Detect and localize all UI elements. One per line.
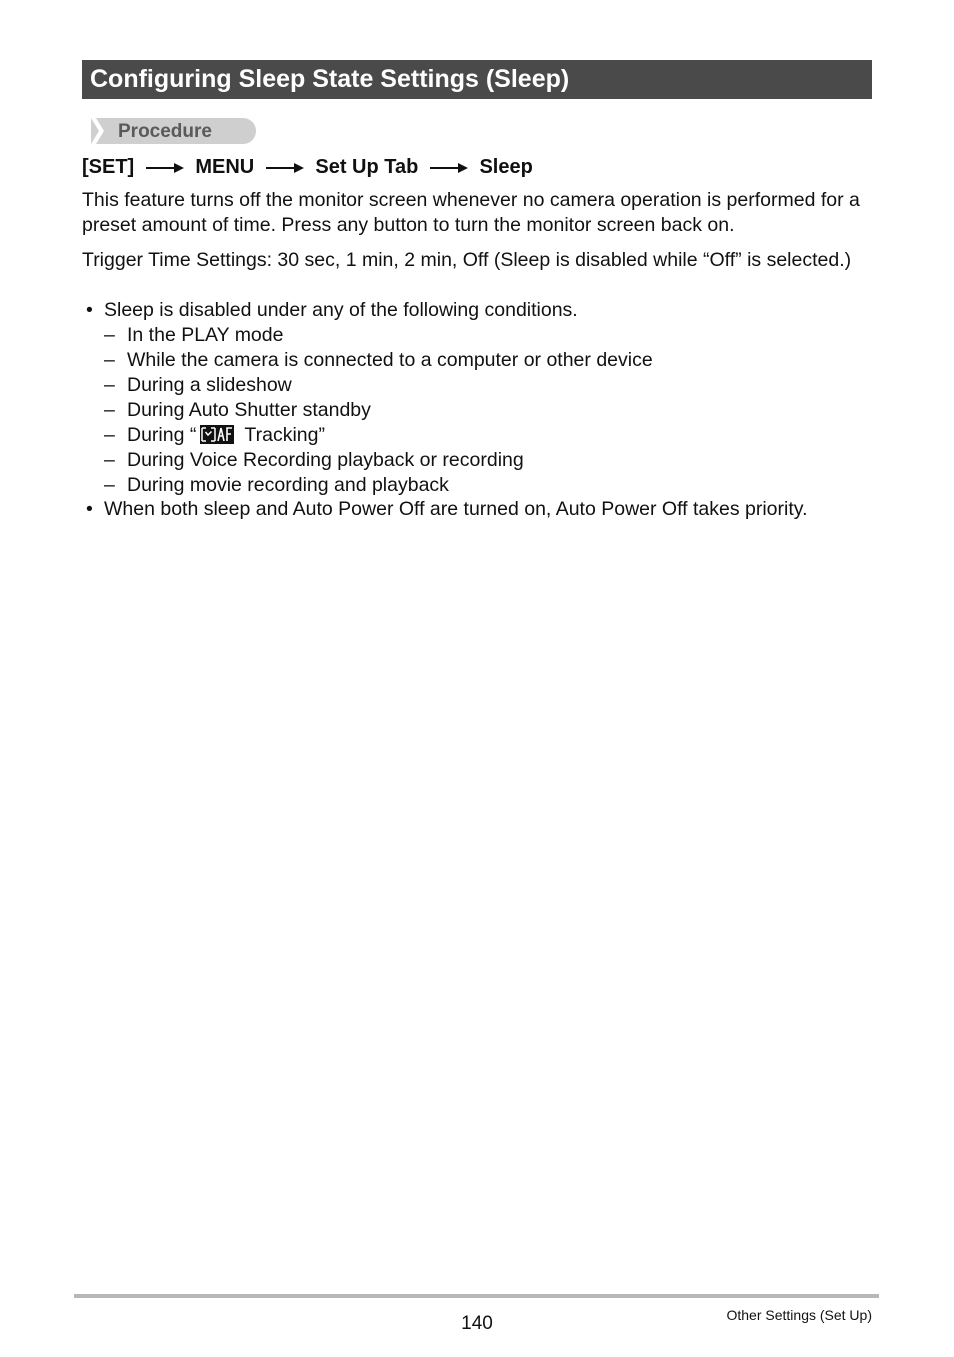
page-number: 140 [461,1313,493,1334]
tracking-af-icon [200,425,234,444]
bullet-icon: • [86,498,93,520]
list-item: – During Voice Recording playback or recording [104,449,524,471]
condition-text: During “ [127,424,197,446]
description-paragraph: This feature turns off the monitor screen whenever no camera operation is performed for a preset amount of time. Press any button to turn the monitor screen back on. [82,189,860,236]
bullet-text: Sleep is disabled under any of the following conditions. [104,299,578,321]
right-arrow-icon [142,162,188,174]
list-item: – In the PLAY mode [104,324,284,346]
bullet-text: When both sleep and Auto Power Off are turned on, Auto Power Off takes priority. [104,498,808,520]
path-step-sleep: Sleep [479,156,533,178]
condition-text: While the camera is connected to a computer or other device [127,349,653,371]
condition-text: In the PLAY mode [127,324,284,346]
priority-list [82,497,882,522]
list-item: – During Auto Shutter standby [104,399,371,421]
procedure-label: Procedure [118,121,212,142]
menu-path [82,153,533,181]
right-arrow-icon [426,162,472,174]
chevron-icon [83,118,111,144]
conditions-list [82,298,882,498]
list-item [82,497,882,522]
path-step-menu: MENU [195,156,255,178]
condition-text: During movie recording and playback [127,474,449,496]
bullet-icon: • [86,299,93,321]
path-step-set: [SET] [82,156,135,178]
list-item: – During a slideshow [104,374,292,396]
section-title: Configuring Sleep State Settings (Sleep) [82,60,872,99]
trigger-time-paragraph: Trigger Time Settings: 30 sec, 1 min, 2 min, Off (Sleep is disabled while “Off” is selected.) [82,249,852,271]
condition-text: Tracking” [239,424,325,446]
path-step-setup-tab: Set Up Tab [315,156,419,178]
condition-text: During Voice Recording playback or recording [127,449,524,471]
sub-conditions [104,323,882,498]
list-item [82,298,882,498]
footer-section-name: Other Settings (Set Up) [726,1307,872,1323]
right-arrow-icon [262,162,308,174]
condition-text: During a slideshow [127,374,292,396]
list-item: – While the camera is connected to a computer or other device [104,349,653,371]
list-item: – During “ Tracking” [104,424,325,446]
list-item: – During movie recording and playback [104,474,449,496]
condition-text: During Auto Shutter standby [127,399,371,421]
procedure-badge [83,118,256,144]
footer-divider [74,1294,879,1298]
